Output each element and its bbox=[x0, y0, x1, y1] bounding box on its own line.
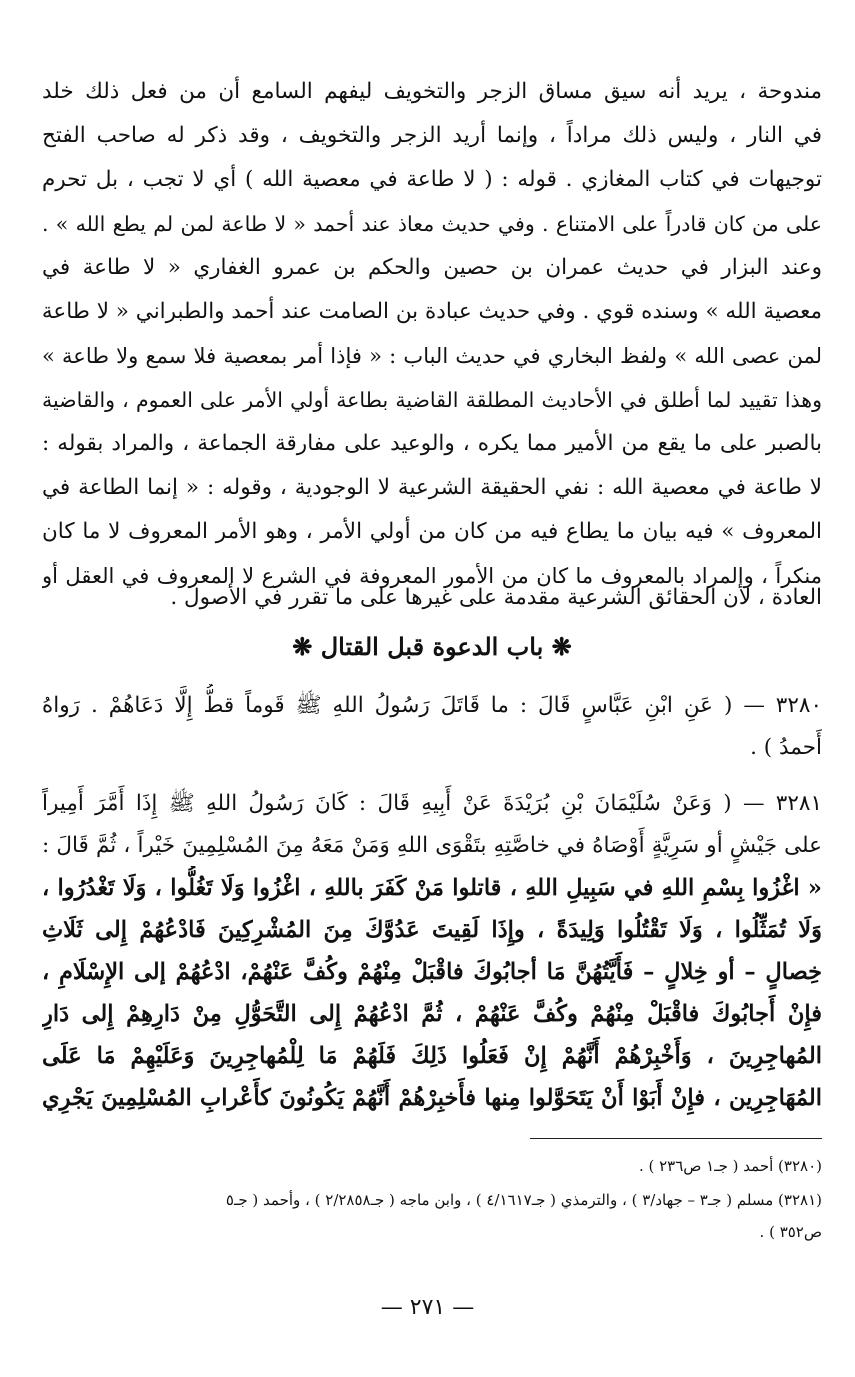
hadith-3281-text-line: وَلَا تُمَثِّلُوا ، وَلَا تَقْتُلُوا وَلِيدَةً ، وإِذَا لَقِيتَ عَدُوَّكَ مِنَ المُشْرِكِينَ فَادْعُهُمْ إِلى ثَلَاثِ bbox=[42, 917, 822, 943]
footnote: (٣٢٨٠) أحمد ( جـ١ ص٢٣٦ ) . bbox=[638, 1157, 822, 1175]
chapter-heading: ❋ باب الدعوة قبل القتال ❋ bbox=[292, 632, 572, 661]
commentary-line: المعروف » فيه بيان ما يطاع فيه من كان من أولي الأمر ، وهو الأمر المعروف لا ما كان bbox=[42, 519, 822, 544]
commentary-line: لمن عصى الله » ولفظ البخاري في حديث الباب : « فإذا أمر بمعصية فلا سمع ولا طاعة » bbox=[42, 344, 822, 368]
hadith-3281-text-line: المُهاجِرِينَ ، وَأَخْبِرْهُمْ أَنَّهُمْ إِنْ فَعَلُوا ذَلِكَ فَلَهُمْ مَا لِلْمُهاجِرِينَ وَعَلَيْهِمْ مَا عَلَى bbox=[42, 1043, 822, 1069]
commentary-line: على من كان قادراً على الامتناع . وفي حديث معاذ عند أحمد « لا طاعة لمن لم يطع الله » . bbox=[42, 212, 822, 236]
hadith-3281-text-line: المُهَاجِرِين ، فإِنْ أَبَوْا أَنْ يَتَحَوَّلوا مِنها فأَخبِرْهُمْ أَنَّهُمْ يَكُونُونَ كأَعْرابِ المُسْلِمِينَ يَجْرِي bbox=[42, 1085, 822, 1111]
footnote-divider bbox=[530, 1138, 822, 1139]
commentary-line: بالصبر على ما يقع من الأمير مما يكره ، والوعيد على مفارقة الجماعة ، والمراد بقوله : bbox=[42, 431, 822, 456]
hadith-3281-text-line: « اغْزُوا بِسْمِ اللهِ في سَبِيلِ اللهِ ، قاتلوا مَنْ كَفَرَ باللهِ ، اغْزُوا وَلَا تَغُلُّوا ، وَلَا تَغْدُرُوا ، bbox=[42, 875, 822, 901]
hadith-3281-text-line: خِصالٍ – أو خِلالٍ – فَأَيَّتُهُنَّ مَا أجابُوكَ فاقْبَلْ مِنْهُمْ وكُفَّ عَنْهُمْ، ادْعُهُمْ إلى الإِسْلَامِ ، bbox=[42, 959, 822, 985]
commentary-line: العادة ، لأن الحقائق الشرعية مقدمة على غيرها على ما تقرر في الأصول . bbox=[170, 585, 822, 610]
hadith-3281-text-line: فإِنْ أَجابُوكَ فاقْبَلْ مِنْهُمْ وكُفَّ عَنْهُمْ ، ثُمَّ ادْعُهُمْ إِلى التَّحَوُّلِ مِنْ دَارِهِمْ إِلى دَارِ bbox=[42, 1001, 822, 1027]
hadith-3281-line: على جَيْشٍ أو سَرِيَّةٍ أَوْصَاهُ في خاصَّتِهِ بتَقْوَى اللهِ وَمَنْ مَعَهُ مِنَ المُسْلِمِينَ خَيْراً ، ثُمَّ قَالَ : bbox=[42, 833, 822, 858]
hadith-3281-line: ٣٢٨١ — ( وَعَنْ سُلَيْمَانَ بْنِ بُرَيْدَةَ عَنْ أَبِيهِ قَالَ : كَانَ رَسُولُ اللهِ ﷺ إِذَا أَمَّرَ أَمِيراً bbox=[42, 791, 822, 816]
footnote: (٣٢٨١) مسلم ( جـ٣ – جهاد/٣ ) ، والترمذي ( جـ٤/١٦١٧ ) ، وابن ماجه ( جـ٢/٢٨٥٨ ) ، وأحمد ( جـ٥ bbox=[225, 1191, 822, 1209]
hadith-3280-line: ٣٢٨٠ — ( عَنِ ابْنِ عَبَّاسٍ قَالَ : ما قَاتَلَ رَسُولُ اللهِ ﷺ قَوماً قطُّ إِلَّا دَعَاهُمْ . رَواهُ bbox=[42, 693, 822, 718]
commentary-line: وهذا تقييد لما أطلق في الأحاديث المطلقة القاضية بطاعة أولي الأمر على العموم ، والقاضية bbox=[42, 388, 822, 412]
commentary-line: معصية الله » وسنده قوي . وفي حديث عبادة بن الصامت عند أحمد والطبراني « لا طاعة bbox=[42, 299, 822, 324]
footnote: ص٣٥٢ ) . bbox=[759, 1223, 822, 1241]
commentary-line: في النار ، وليس ذلك مراداً ، وإنما أريد الزجر والتخويف ، وقد ذكر له صاحب الفتح bbox=[42, 123, 822, 148]
commentary-line: توجيهات في كتاب المغازي . قوله : ( لا طاعة في معصية الله ) أي لا تجب ، بل تحرم bbox=[42, 167, 822, 192]
commentary-line: لا طاعة في معصية الله : نفي الحقيقة الشرعية لا الوجودية ، وقوله : « إنما الطاعة في bbox=[42, 475, 822, 500]
commentary-line: مندوحة ، يريد أنه سيق مساق الزجر والتخويف ليفهم السامع أن من فعل ذلك خلد bbox=[42, 79, 822, 104]
commentary-line: منكراً ، والمراد بالمعروف ما كان من الأمور المعروفة في الشرع لا المعروف في العقل أو bbox=[42, 564, 822, 588]
commentary-line: وعند البزار في حديث عمران بن حصين والحكم بن عمرو الغفاري « لا طاعة في bbox=[42, 255, 822, 280]
page-number: — ٢٧١ — bbox=[380, 1295, 475, 1320]
hadith-3280-line: أَحمدُ ) . bbox=[750, 735, 822, 760]
